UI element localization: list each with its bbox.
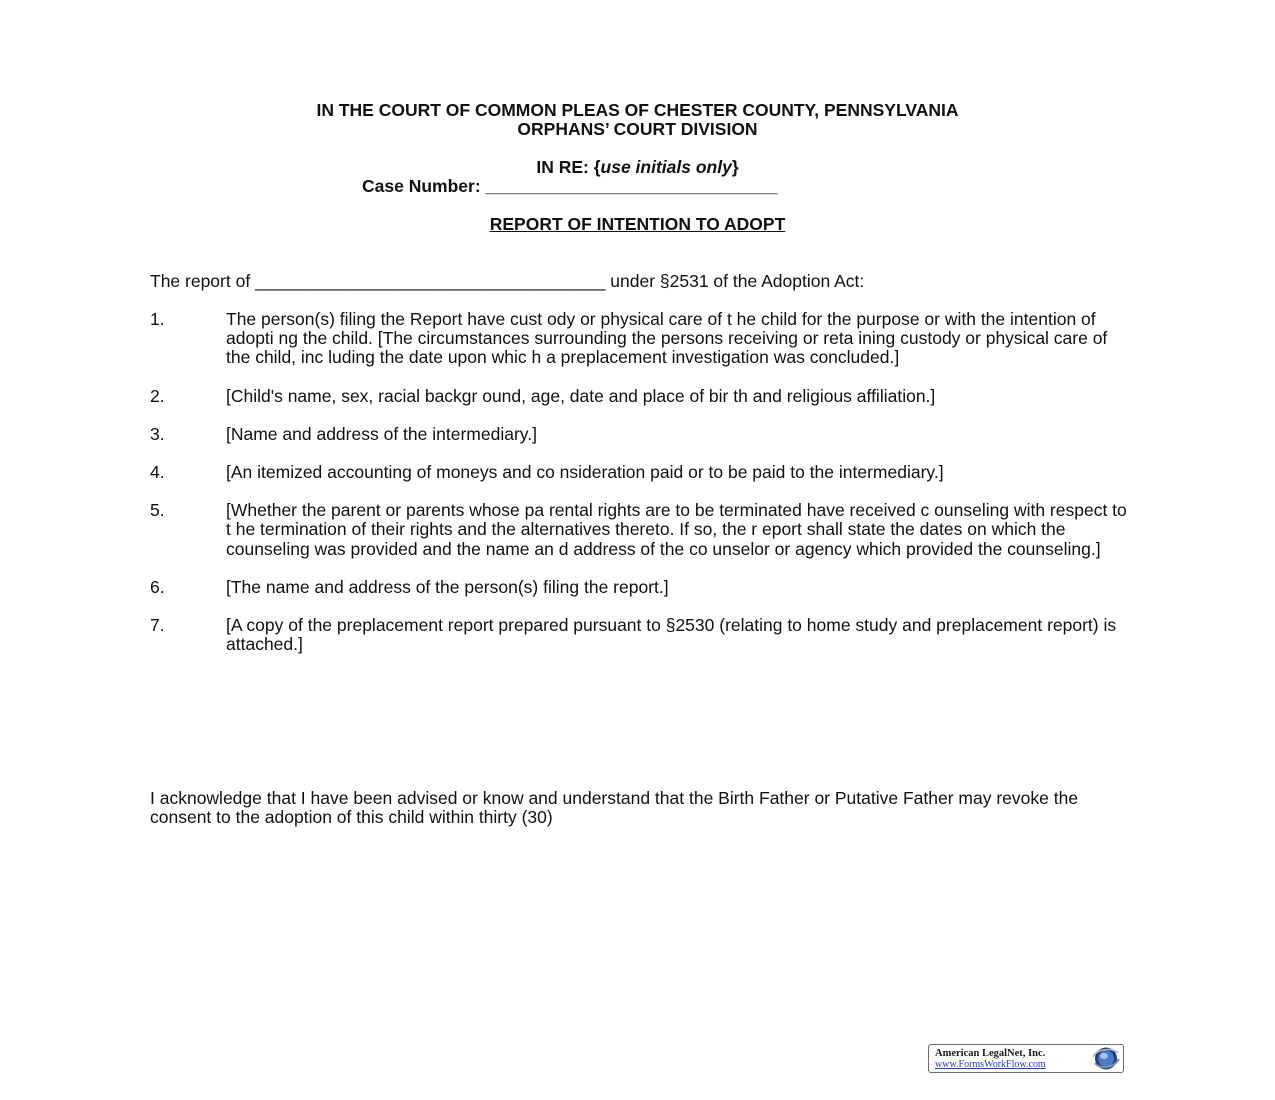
logo-text (929, 1048, 1089, 1070)
item-text: [Whether the parent or parents whose pa rental rights are to be terminated have received c ounseling with respect to t he termination of their rights and the alternatives thereto. If so, the r eport shall state the dates on which the counseling was provided and the name an d address of the co unselor or agency which provided the counseling.] (226, 500, 1127, 559)
document-title: REPORT OF INTENTION TO ADOPT (489, 214, 786, 234)
list-item (150, 310, 1130, 368)
item-number: 1. (150, 309, 165, 329)
item-number: 2. (150, 385, 165, 406)
list-item (150, 616, 1130, 654)
item-text: The person(s) filing the Report have cust ody or physical care of t he child for the purpose or with the intention of adopti ng the child. [The circumstances surrounding the persons receiving or reta ining custody or physical care of the child, inc luding the date upon whic h a preplacement investigation was concluded.] (226, 309, 1108, 368)
item-number: 7. (150, 615, 165, 636)
in-re-label: IN RE: { (536, 157, 601, 177)
item-text: [The name and address of the person(s) filing the report.] (226, 576, 669, 597)
item-number: 5. (150, 500, 165, 521)
report-intro: The report of ____________________________________ under §2531 of the Adoption Act: (150, 271, 865, 291)
list-item (150, 578, 1130, 597)
list-item (150, 387, 1130, 406)
in-re-note: use initials only (600, 157, 732, 177)
court-heading: IN THE COURT OF COMMON PLEAS OF CHESTER COUNTY, PENNSYLVANIA (316, 100, 959, 120)
globe-logo-icon (1089, 1045, 1121, 1072)
case-number-line: Case Number: ______________________________ (362, 176, 778, 196)
court-division: ORPHANS’ COURT DIVISION (517, 119, 758, 139)
logo-url-link[interactable]: www.FormsWorkFlow.com (935, 1058, 1046, 1070)
item-text: [A copy of the preplacement report prepared pursuant to §2530 (relating to home study and preplacement report) is attached.] (226, 615, 1117, 655)
numbered-items (150, 310, 1130, 673)
item-number: 6. (150, 576, 165, 597)
in-re-close: } (731, 157, 739, 177)
list-item (150, 463, 1130, 482)
list-item (150, 501, 1130, 559)
acknowledgment-paragraph: I acknowledge that I have been advised or know and understand that the Birth Father or Putative Father may revoke the consent to the adoption of this child within thirty (30) (150, 788, 1079, 828)
logo-company: American LegalNet, Inc. (935, 1047, 1046, 1059)
item-text: [Child's name, sex, racial backgr ound, age, date and place of bir th and religious affiliation.] (226, 385, 936, 406)
item-text: [An itemized accounting of moneys and co nsideration paid or to be paid to the intermediary.] (226, 462, 944, 483)
in-re-line (150, 157, 1125, 177)
item-number: 4. (150, 462, 165, 483)
list-item (150, 425, 1130, 444)
item-number: 3. (150, 423, 165, 444)
american-legalnet-logo[interactable] (928, 1044, 1124, 1073)
item-text: [Name and address of the intermediary.] (226, 423, 537, 444)
